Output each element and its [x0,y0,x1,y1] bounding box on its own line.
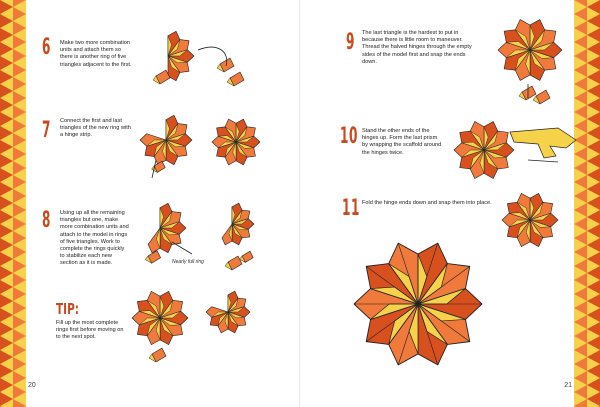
caption-nearly-full-ring: Nearly full ring [172,259,204,265]
step-number-7: 7 [42,118,51,143]
triangle-border-pattern [0,0,26,407]
origami-flower-model [454,121,514,178]
step-number-8: 8 [42,208,51,233]
origami-flower-model [502,193,558,246]
step-11-small-illustration [498,188,563,253]
step-text-7: Connect the first and last triangles of the new ring with a hinge strip. [60,118,131,139]
step-number-10: 10 [340,124,358,149]
origami-flower-model [222,203,254,245]
origami-unit-piece [227,72,244,86]
page-number-right: 21 [564,382,572,389]
step-9-illustration [478,12,573,112]
completed-model-illustration [348,236,488,386]
origami-unit-piece [533,90,550,104]
step-number-11: 11 [342,196,360,221]
origami-unit-piece [225,256,242,270]
tip-text: Fill up the most complete rings first before moving on to the next spot. [56,320,124,341]
step-number-9: 9 [346,30,355,55]
step-text-10: Stand the other ends of the hinges up. Form the last prism by wrapping the scaffold around the hinges twice. [362,128,442,156]
tip-illustration [128,282,258,372]
step-10-illustration [448,112,588,192]
page-number-left: 20 [28,382,36,389]
origami-unit-piece [240,251,254,262]
origami-unit-piece [153,70,170,84]
origami-flower-model [140,115,192,164]
step-7-illustration [138,100,268,185]
origami-flower-model [148,203,186,252]
origami-flower-model [206,291,250,333]
triangle-border-pattern [574,0,600,407]
origami-flower-model [212,119,260,165]
hinge-strip [510,128,576,158]
step-text-9: The last triangle is the hardest to put in because there is little room to maneuver. Thread the halved hinges through the empty sides of the model first and snap the ends down. [362,30,472,65]
origami-flower-model [132,291,188,344]
origami-unit-piece [217,58,234,72]
step-text-8: Using up all the remaining triangles but one, make more combination units and attach to the model in rings of five triangles. Work to complete the rings quickly to stabilize each new section as it is made. [60,210,129,267]
origami-unit-piece [519,86,536,100]
step-6-illustration [138,22,248,97]
origami-flower-model [354,243,482,365]
origami-flower-model [168,31,194,80]
origami-flower-model [498,20,562,81]
origami-unit-piece [149,348,166,362]
arrow [528,160,558,162]
step-8-illustration [132,198,262,278]
right-page [300,0,600,407]
tip-title: TIP: [56,300,79,318]
step-text-6: Make two more combination units and attach them so there is another ring of five triangles adjacent to the first. [60,40,132,68]
step-text-11: Fold the hinge ends down and snap them into place. [362,200,492,206]
arrow [172,242,192,254]
step-number-6: 6 [42,35,51,60]
